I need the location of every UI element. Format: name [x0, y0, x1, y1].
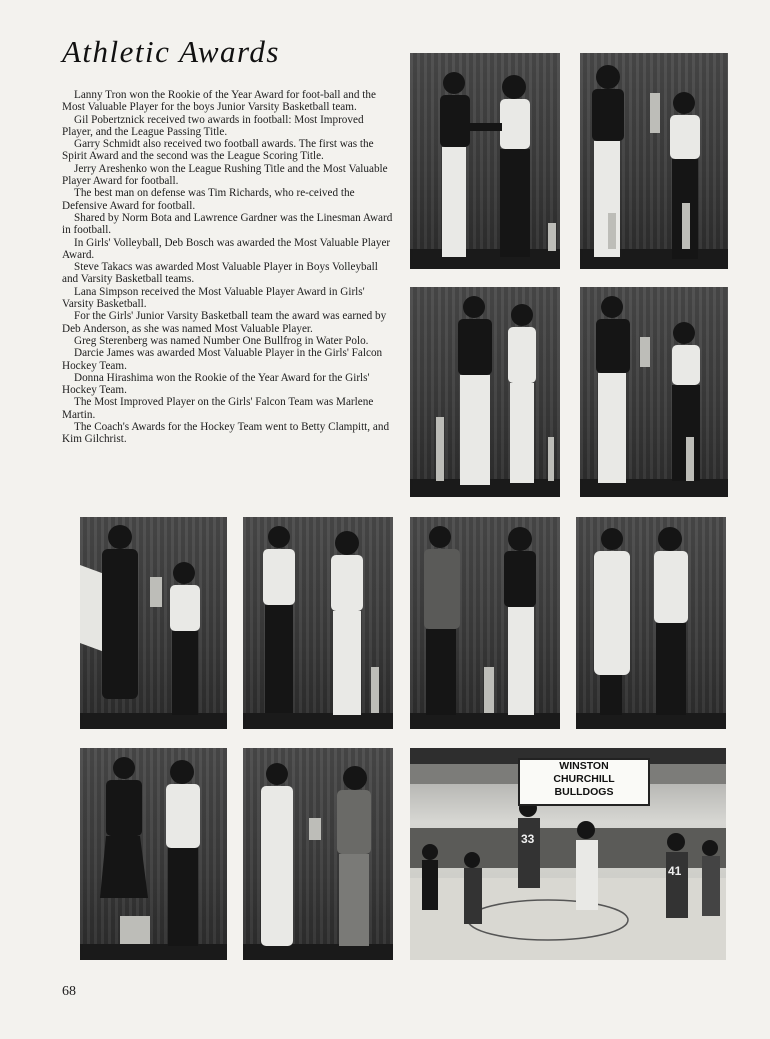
paragraph: Donna Hirashima won the Rookie of the Year Award for the Girls' Hockey Team. — [62, 371, 370, 397]
paragraph: Shared by Norm Bota and Lawrence Gardner was the Linesman Award in football. — [62, 211, 393, 237]
paragraph: Jerry Areshenko won the League Rushing Title and the Most Valuable Player Award for football. — [62, 162, 388, 188]
page-number: 68 — [62, 984, 76, 999]
banner-line: WINSTON — [559, 760, 609, 772]
banner-line: CHURCHILL — [553, 773, 615, 785]
award-photo-handshake-3 — [410, 517, 560, 729]
paragraph: The Coach's Awards for the Hockey Team went to Betty Clampitt, and Kim Gilchrist. — [62, 421, 390, 446]
jersey-number: 33 — [521, 832, 535, 846]
paragraph: Lana Simpson received the Most Valuable Player Award in Girls' Varsity Basketball. — [62, 285, 365, 311]
award-photo-trophy-2 — [580, 287, 728, 497]
paragraph: Lanny Tron won the Rookie of the Year Award for foot-ball and the Most Valuable Player for the boys Junior Varsity Basketball team. — [62, 89, 376, 114]
award-photo-volleyball — [80, 517, 227, 729]
award-photo-water-polo — [243, 748, 393, 960]
paragraph: Gil Pobertznick received two awards in football: Most Improved Player, and the League Passing Title. — [62, 113, 364, 138]
page-title: Athletic Awards — [62, 34, 280, 69]
award-photo-falcon-team — [80, 748, 227, 960]
paragraph: Greg Sterenberg was named Number One Bullfrog in Water Polo. — [74, 334, 369, 347]
award-photo-girls-basketball — [243, 517, 393, 729]
paragraph: Steve Takacs was awarded Most Valuable Player in Boys Volleyball and Varsity Basketball teams. — [62, 261, 378, 286]
school-banner — [518, 758, 650, 806]
paragraph: In Girls' Volleyball, Deb Bosch was awarded the Most Valuable Player Award. — [62, 236, 391, 261]
award-photo-trophy-1 — [580, 53, 728, 269]
award-photo-handshake-1 — [410, 53, 560, 269]
article-text — [62, 89, 396, 446]
banner-line: BULLDOGS — [554, 786, 614, 798]
paragraph: Darcie James was awarded Most Valuable Player in the Girls' Falcon Hockey Team. — [62, 347, 383, 372]
paragraph: For the Girls' Junior Varsity Basketball team the award was earned by Deb Anderson, as she was named Most Valuable Player. — [62, 310, 387, 335]
paragraph: Garry Schmidt also received two football awards. The first was the Spirit Award and the second was the League Scoring Title. — [62, 138, 374, 163]
jersey-number: 41 — [668, 864, 682, 878]
paragraph: The Most Improved Player on the Girls' Falcon Team was Marlene Martin. — [62, 396, 374, 421]
award-photo-hockey — [576, 517, 726, 729]
paragraph: The best man on defense was Tim Richards, who re-ceived the Defensive Award for football. — [62, 187, 355, 212]
basketball-game-photo — [410, 748, 726, 960]
award-photo-handshake-2 — [410, 287, 560, 497]
